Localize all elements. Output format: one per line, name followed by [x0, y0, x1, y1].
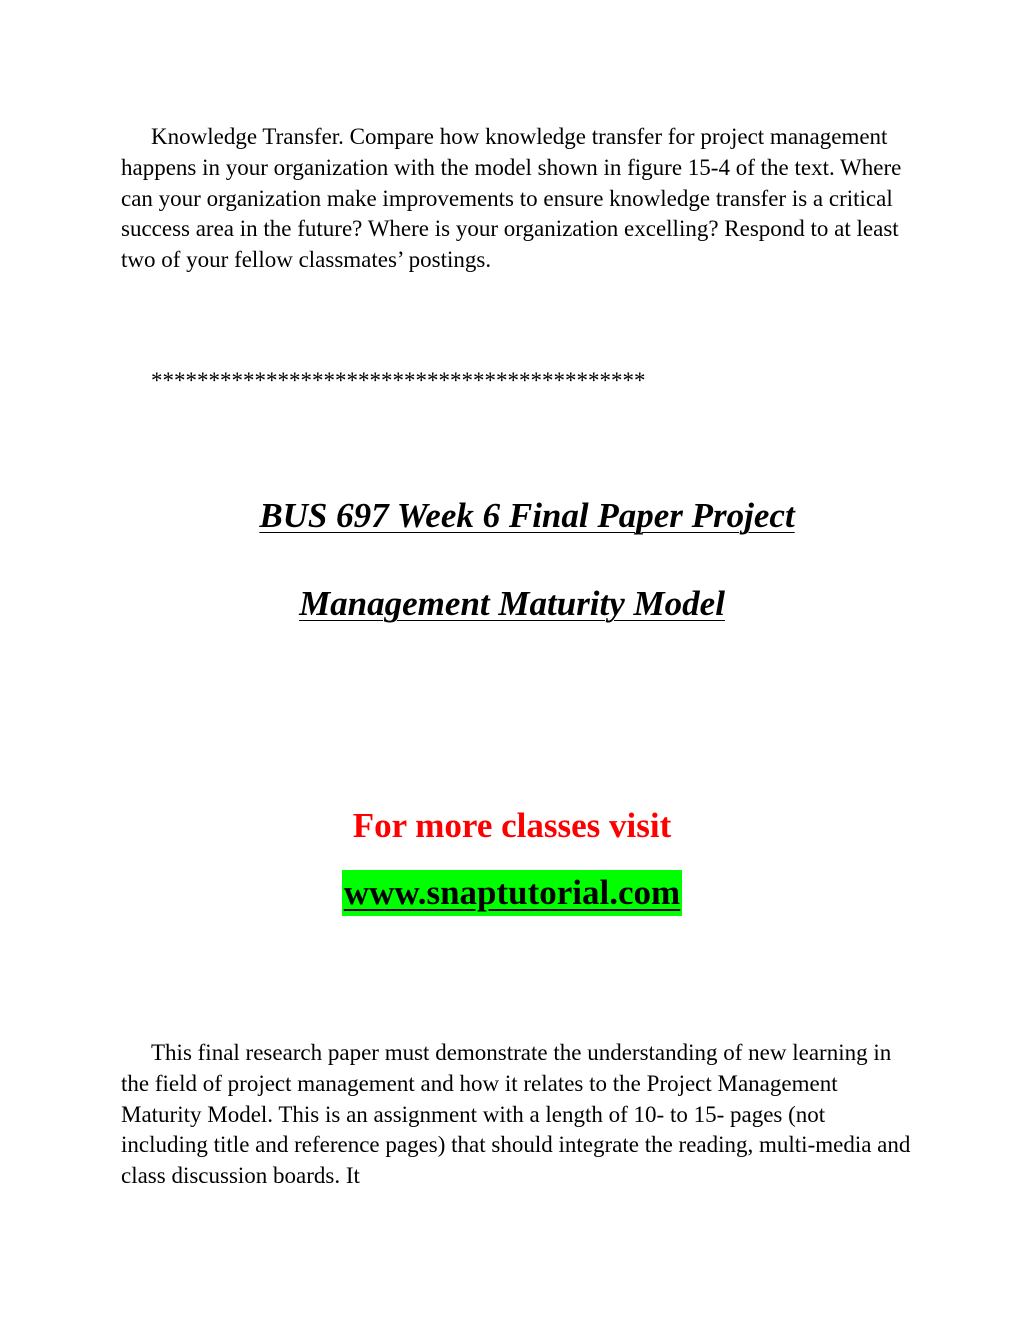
document-title-line-1: BUS 697 Week 6 Final Paper Project	[259, 496, 795, 535]
intro-paragraph: Knowledge Transfer. Compare how knowledge transfer for project management happens in your organization with the model shown in figure 15-4 of the text. Where can your organization make improvements to ensure knowledge transfer is a critical success area in the future? Where is your organization excelling? Respond to at least two of your fellow classmates’ postings.	[121, 124, 902, 273]
body-paragraph: This final research paper must demonstrate the understanding of new learning in the field of project management and how it relates to the Project Management Maturity Model. This is an assignment with a length of 10- to 15- pages (not including title and reference pages) that should integrate the reading, multi-media and class discussion boards. It	[121, 1040, 911, 1189]
document-title-line-2: Management Maturity Model	[299, 584, 725, 623]
separator-line: *******************************************	[151, 368, 646, 393]
promo-link-wrapper	[0, 870, 1024, 916]
promo-link[interactable]: www.snaptutorial.com	[342, 870, 682, 916]
promo-text: For more classes visit	[352, 806, 672, 845]
